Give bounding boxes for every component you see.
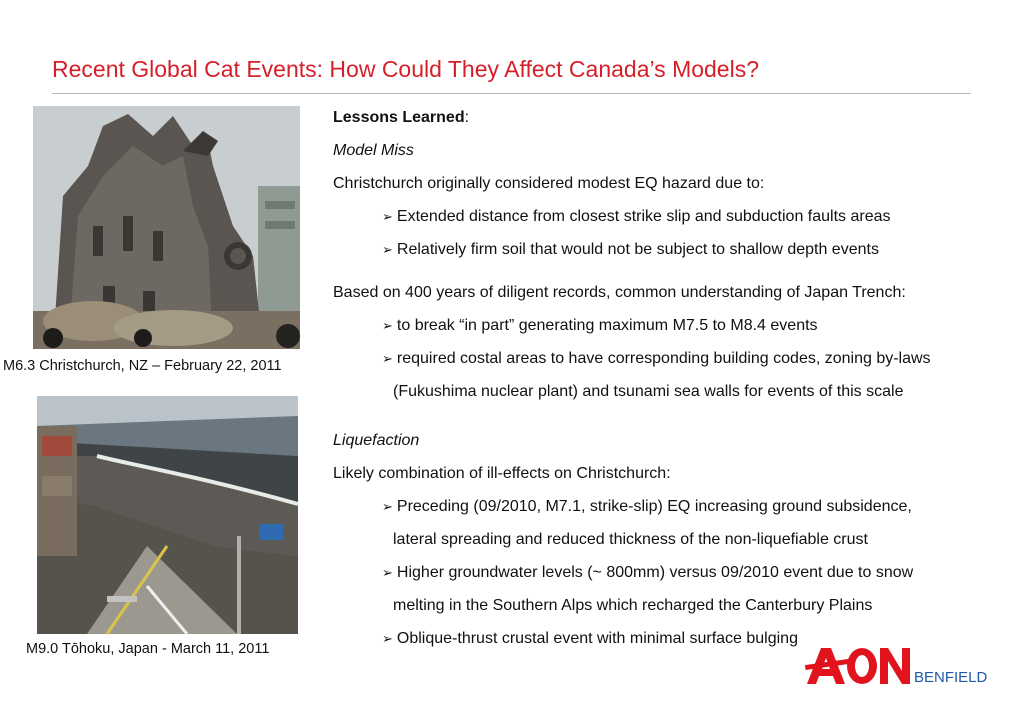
tohoku-tsunami-photo bbox=[37, 396, 298, 634]
bullet-item: ➢ required costal areas to have corresponding building codes, zoning by-laws bbox=[382, 350, 931, 367]
arrow-bullet-icon: ➢ bbox=[382, 565, 393, 580]
lessons-learned-heading: Lessons Learned: bbox=[333, 109, 470, 126]
bullet-item: ➢ to break “in part” generating maximum M7.5 to M8.4 events bbox=[382, 317, 818, 334]
slide-title: Recent Global Cat Events: How Could They Affect Canada’s Models? bbox=[52, 56, 760, 82]
bullet-continuation: (Fukushima nuclear plant) and tsunami sea walls for events of this scale bbox=[393, 383, 904, 400]
title-divider bbox=[52, 93, 971, 94]
arrow-bullet-icon: ➢ bbox=[382, 499, 393, 514]
christchurch-intro: Christchurch originally considered modest EQ hazard due to: bbox=[333, 175, 765, 192]
bullet-continuation: melting in the Southern Alps which recharged the Canterbury Plains bbox=[393, 597, 873, 614]
liquefaction-heading: Liquefaction bbox=[333, 432, 420, 449]
model-miss-heading: Model Miss bbox=[333, 142, 414, 159]
arrow-bullet-icon: ➢ bbox=[382, 631, 393, 646]
arrow-bullet-icon: ➢ bbox=[382, 242, 393, 257]
japan-intro: Based on 400 years of diligent records, common understanding of Japan Trench: bbox=[333, 284, 906, 301]
bullet-item: ➢ Oblique-thrust crustal event with minimal surface bulging bbox=[382, 630, 798, 647]
christchurch-cathedral-photo bbox=[33, 106, 300, 349]
bullet-continuation: lateral spreading and reduced thickness of the non-liquefiable crust bbox=[393, 531, 868, 548]
bullet-item: ➢ Higher groundwater levels (~ 800mm) versus 09/2010 event due to snow bbox=[382, 564, 914, 581]
aon-benfield-logo bbox=[807, 644, 988, 686]
liquefaction-intro: Likely combination of ill-effects on Christchurch: bbox=[333, 465, 671, 482]
svg-text:BENFIELD: BENFIELD bbox=[914, 669, 988, 686]
christchurch-caption: M6.3 Christchurch, NZ – February 22, 2011 bbox=[3, 358, 282, 374]
bullet-item: ➢ Preceding (09/2010, M7.1, strike-slip) EQ increasing ground subsidence, bbox=[382, 498, 912, 515]
bullet-item: ➢ Relatively firm soil that would not be subject to shallow depth events bbox=[382, 241, 879, 258]
arrow-bullet-icon: ➢ bbox=[382, 351, 393, 366]
arrow-bullet-icon: ➢ bbox=[382, 318, 393, 333]
arrow-bullet-icon: ➢ bbox=[382, 209, 393, 224]
bullet-item: ➢ Extended distance from closest strike slip and subduction faults areas bbox=[382, 208, 891, 225]
tohoku-caption: M9.0 Tōhoku, Japan - March 11, 2011 bbox=[26, 641, 270, 657]
